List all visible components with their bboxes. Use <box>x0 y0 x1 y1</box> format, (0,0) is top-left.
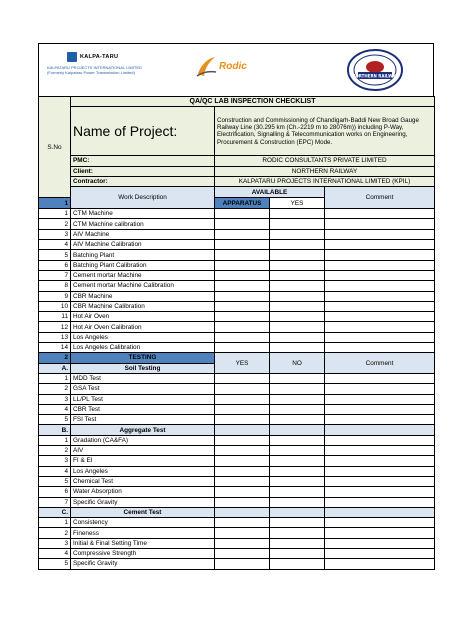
soil-item-item-no: 3 <box>39 394 71 404</box>
project-row <box>39 107 435 156</box>
apparatus-item-row <box>39 301 435 311</box>
apparatus-item-no-cell[interactable] <box>270 250 325 260</box>
soil-item-item-desc: LL/PL Test <box>71 394 215 404</box>
cement-item-item-desc: Compressive Strength <box>71 548 215 558</box>
cement-item-comment-cell[interactable] <box>325 518 435 528</box>
aggregate-item-row <box>39 476 435 486</box>
apparatus-item-no-cell[interactable] <box>270 322 325 332</box>
soil-item-item-desc: MDD Test <box>71 373 215 383</box>
apparatus-item-comment-cell[interactable] <box>325 229 435 239</box>
apparatus-item-no-cell[interactable] <box>270 240 325 250</box>
apparatus-item-item-no: 6 <box>39 260 71 270</box>
soil-item-comment-cell[interactable] <box>325 404 435 414</box>
aggregate-item-item-desc: Chemical Test <box>71 476 215 486</box>
pmc-value: RODIC CONSULTANTS PRIVATE LIMITED <box>215 156 435 166</box>
soil-item-row <box>39 415 435 425</box>
soil-item-no-cell[interactable] <box>270 404 325 414</box>
apparatus-item-comment-cell[interactable] <box>325 209 435 219</box>
apparatus-item-item-desc: Batching Plant <box>71 250 215 260</box>
apparatus-item-no-cell[interactable] <box>270 219 325 229</box>
apparatus-item-item-no: 5 <box>39 250 71 260</box>
apparatus-item-item-no: 4 <box>39 240 71 250</box>
apparatus-item-no-cell[interactable] <box>270 209 325 219</box>
work-description-header: Work Description <box>71 187 215 209</box>
apparatus-item-no-cell[interactable] <box>270 301 325 311</box>
cement-item-no-cell[interactable] <box>270 518 325 528</box>
cement-item-comment-cell[interactable] <box>325 548 435 558</box>
aggregate-item-comment-cell[interactable] <box>325 435 435 445</box>
checklist-table <box>38 96 435 570</box>
soil-item-item-desc: FSI Test <box>71 415 215 425</box>
soil-subsection-no: A. <box>39 363 71 373</box>
apparatus-item-item-desc: Hot Air Oven <box>71 312 215 322</box>
apparatus-item-yes-cell[interactable] <box>215 260 270 270</box>
aggregate-item-yes-cell[interactable] <box>215 497 270 507</box>
cement-item-item-desc: Initial & Final Setting Time <box>71 538 215 548</box>
apparatus-item-row <box>39 281 435 291</box>
logo-bar <box>38 43 434 96</box>
apparatus-item-comment-cell[interactable] <box>325 281 435 291</box>
available-header: AVAILABLE <box>215 187 325 198</box>
soil-item-no-cell[interactable] <box>270 373 325 383</box>
aggregate-item-yes-cell[interactable] <box>215 466 270 476</box>
apparatus-item-comment-cell[interactable] <box>325 250 435 260</box>
aggregate-item-comment-cell[interactable] <box>325 497 435 507</box>
aggregate-item-no-cell[interactable] <box>270 476 325 486</box>
apparatus-item-item-no: 3 <box>39 229 71 239</box>
aggregate-item-yes-cell[interactable] <box>215 487 270 497</box>
aggregate-item-item-no: 6 <box>39 487 71 497</box>
apparatus-item-item-no: 10 <box>39 301 71 311</box>
aggregate-no-blank <box>270 425 325 435</box>
apparatus-item-no-cell[interactable] <box>270 229 325 239</box>
testing-section-title: TESTING <box>71 353 215 363</box>
cement-item-no-cell[interactable] <box>270 559 325 569</box>
cement-item-item-no: 3 <box>39 538 71 548</box>
aggregate-item-item-desc: Gradation (CA&FA) <box>71 435 215 445</box>
apparatus-item-row <box>39 343 435 353</box>
cement-item-item-no: 4 <box>39 548 71 558</box>
apparatus-item-comment-cell[interactable] <box>325 240 435 250</box>
aggregate-item-item-desc: Los Angeles <box>71 466 215 476</box>
aggregate-yes-blank <box>215 425 270 435</box>
soil-item-yes-cell[interactable] <box>215 394 270 404</box>
aggregate-item-no-cell[interactable] <box>270 435 325 445</box>
soil-item-yes-cell[interactable] <box>215 384 270 394</box>
aggregate-item-yes-cell[interactable] <box>215 446 270 456</box>
aggregate-item-comment-cell[interactable] <box>325 456 435 466</box>
apparatus-item-item-no: 13 <box>39 332 71 342</box>
apparatus-item-row <box>39 291 435 301</box>
soil-item-comment-cell[interactable] <box>325 373 435 383</box>
railway-name: NORTHERN RAILWAY <box>351 73 399 79</box>
apparatus-item-comment-cell[interactable] <box>325 291 435 301</box>
apparatus-item-item-no: 14 <box>39 343 71 353</box>
apparatus-item-no-cell[interactable] <box>270 260 325 270</box>
aggregate-comment-blank <box>325 425 435 435</box>
aggregate-item-item-desc: FI & EI <box>71 456 215 466</box>
apparatus-item-yes-cell[interactable] <box>215 270 270 280</box>
soil-item-comment-cell[interactable] <box>325 415 435 425</box>
apparatus-item-comment-cell[interactable] <box>325 343 435 353</box>
cement-item-item-no: 1 <box>39 518 71 528</box>
apparatus-section-title: APPARATUS <box>215 198 270 209</box>
aggregate-item-item-desc: Specific Gravity <box>71 497 215 507</box>
cement-item-item-no: 2 <box>39 528 71 538</box>
cement-subsection-no: C. <box>39 507 71 517</box>
soil-item-no-cell[interactable] <box>270 384 325 394</box>
aggregate-item-comment-cell[interactable] <box>325 487 435 497</box>
soil-item-item-no: 2 <box>39 384 71 394</box>
testing-section-no: 2 <box>39 353 71 363</box>
apparatus-item-row <box>39 260 435 270</box>
soil-item-item-desc: GSA Test <box>71 384 215 394</box>
apparatus-item-item-desc: CTM Machine <box>71 209 215 219</box>
apparatus-section-no: 1 <box>39 198 71 209</box>
cement-subsection-row <box>39 507 435 517</box>
apparatus-item-item-desc: CBR Machine Calibration <box>71 301 215 311</box>
comment-header: Comment <box>325 187 435 209</box>
apparatus-item-item-no: 1 <box>39 209 71 219</box>
kalpataru-mark-icon <box>67 52 77 62</box>
apparatus-item-yes-cell[interactable] <box>215 291 270 301</box>
apparatus-item-item-desc: CBR Machine <box>71 291 215 301</box>
testing-section-row <box>39 353 435 363</box>
aggregate-item-no-cell[interactable] <box>270 487 325 497</box>
client-value: NORTHERN RAILWAY <box>215 166 435 176</box>
soil-item-comment-cell[interactable] <box>325 394 435 404</box>
cement-item-yes-cell[interactable] <box>215 518 270 528</box>
apparatus-item-yes-cell[interactable] <box>215 343 270 353</box>
apparatus-item-yes-cell[interactable] <box>215 240 270 250</box>
soil-item-row <box>39 394 435 404</box>
apparatus-item-item-no: 8 <box>39 281 71 291</box>
apparatus-item-yes-cell[interactable] <box>215 281 270 291</box>
pmc-row <box>39 156 435 166</box>
apparatus-item-comment-cell[interactable] <box>325 219 435 229</box>
testing-no-header: NO <box>270 353 325 374</box>
soil-item-no-cell[interactable] <box>270 415 325 425</box>
aggregate-item-item-desc: Water Absorption <box>71 487 215 497</box>
aggregate-item-row <box>39 497 435 507</box>
aggregate-subsection-row <box>39 425 435 435</box>
apparatus-item-row <box>39 312 435 322</box>
aggregate-item-item-no: 2 <box>39 446 71 456</box>
apparatus-item-no-cell[interactable] <box>270 281 325 291</box>
kalpataru-former-name: (Formerly Kalpataru Power Transmission Limited) <box>47 70 135 75</box>
apparatus-item-yes-cell[interactable] <box>215 332 270 342</box>
soil-item-item-no: 4 <box>39 404 71 414</box>
soil-item-row <box>39 404 435 414</box>
testing-comment-header: Comment <box>325 353 435 374</box>
apparatus-item-comment-cell[interactable] <box>325 332 435 342</box>
apparatus-item-row <box>39 240 435 250</box>
apparatus-item-no-cell[interactable] <box>270 332 325 342</box>
aggregate-item-item-no: 4 <box>39 466 71 476</box>
checklist-sheet <box>38 43 434 570</box>
cement-item-no-cell[interactable] <box>270 538 325 548</box>
apparatus-item-no-cell[interactable] <box>270 343 325 353</box>
cement-item-yes-cell[interactable] <box>215 528 270 538</box>
soil-item-yes-cell[interactable] <box>215 404 270 414</box>
cement-item-row <box>39 538 435 548</box>
aggregate-item-yes-cell[interactable] <box>215 435 270 445</box>
apparatus-item-row <box>39 250 435 260</box>
aggregate-item-comment-cell[interactable] <box>325 466 435 476</box>
soil-item-yes-cell[interactable] <box>215 373 270 383</box>
cement-yes-blank <box>215 507 270 517</box>
kalpataru-logo <box>41 52 161 75</box>
aggregate-item-row <box>39 435 435 445</box>
soil-item-row <box>39 384 435 394</box>
apparatus-item-item-desc: Los Angeles Calibration <box>71 343 215 353</box>
apparatus-item-comment-cell[interactable] <box>325 322 435 332</box>
apparatus-item-row <box>39 270 435 280</box>
aggregate-item-yes-cell[interactable] <box>215 456 270 466</box>
apparatus-item-yes-cell[interactable] <box>215 229 270 239</box>
apparatus-item-comment-cell[interactable] <box>325 301 435 311</box>
apparatus-item-comment-cell[interactable] <box>325 312 435 322</box>
title-row <box>39 97 435 107</box>
apparatus-item-row <box>39 219 435 229</box>
aggregate-item-item-no: 5 <box>39 476 71 486</box>
aggregate-item-row <box>39 487 435 497</box>
cement-item-yes-cell[interactable] <box>215 559 270 569</box>
apparatus-item-item-desc: Cement mortar Machine <box>71 270 215 280</box>
cement-comment-blank <box>325 507 435 517</box>
aggregate-subsection-title: Aggregate Test <box>71 425 215 435</box>
rodic-logo <box>195 54 247 78</box>
pmc-label: PMC: <box>71 156 215 166</box>
cement-no-blank <box>270 507 325 517</box>
cement-item-item-no: 5 <box>39 559 71 569</box>
apparatus-item-no-cell[interactable] <box>270 270 325 280</box>
cement-item-item-desc: Consistency <box>71 518 215 528</box>
cement-item-no-cell[interactable] <box>270 548 325 558</box>
apparatus-item-comment-cell[interactable] <box>325 270 435 280</box>
aggregate-item-item-desc: AIV <box>71 446 215 456</box>
apparatus-item-item-desc: Hot Air Oven Calibration <box>71 322 215 332</box>
apparatus-item-item-desc: Cement mortar Machine Calibration <box>71 281 215 291</box>
kalpataru-name: KALPA-TARU <box>80 54 119 60</box>
aggregate-item-no-cell[interactable] <box>270 466 325 476</box>
aggregate-item-no-cell[interactable] <box>270 497 325 507</box>
apparatus-item-yes-cell[interactable] <box>215 301 270 311</box>
project-description: Construction and Commissioning of Chandigarh-Baddi New Broad Gauge Railway Line (30.295 km (Ch.-2219 m to 28076m)) including P-Way, Electrification, Signalling & Telecommunication works on Engineering, Procurement & Construction (EPC) Mode. <box>215 107 435 156</box>
apparatus-item-item-no: 9 <box>39 291 71 301</box>
cement-item-row <box>39 548 435 558</box>
soil-subsection-title: Soil Testing <box>71 363 215 373</box>
contractor-value: KALPATARU PROJECTS INTERNATIONAL LIMITED (KPIL) <box>215 176 435 186</box>
apparatus-item-item-desc: AIV Machine <box>71 229 215 239</box>
northern-railway-emblem-icon <box>345 48 405 92</box>
aggregate-item-item-no: 3 <box>39 456 71 466</box>
apparatus-item-yes-cell[interactable] <box>215 250 270 260</box>
soil-item-item-desc: CBR Test <box>71 404 215 414</box>
aggregate-subsection-no: B. <box>39 425 71 435</box>
client-label: Client: <box>71 166 215 176</box>
apparatus-item-yes-cell[interactable] <box>215 322 270 332</box>
page-title: QA/QC LAB INSPECTION CHECKLIST <box>71 97 435 107</box>
cement-item-row <box>39 528 435 538</box>
contractor-row <box>39 176 435 186</box>
apparatus-item-row <box>39 322 435 332</box>
aggregate-item-comment-cell[interactable] <box>325 446 435 456</box>
soil-item-no-cell[interactable] <box>270 394 325 404</box>
aggregate-item-row <box>39 446 435 456</box>
apparatus-item-item-desc: Batching Plant Calibration <box>71 260 215 270</box>
cement-item-row <box>39 518 435 528</box>
soil-item-yes-cell[interactable] <box>215 415 270 425</box>
aggregate-item-no-cell[interactable] <box>270 446 325 456</box>
cement-item-comment-cell[interactable] <box>325 528 435 538</box>
apparatus-item-yes-cell[interactable] <box>215 312 270 322</box>
aggregate-item-row <box>39 456 435 466</box>
soil-item-comment-cell[interactable] <box>325 384 435 394</box>
apparatus-item-item-no: 7 <box>39 270 71 280</box>
column-header-row <box>39 187 435 198</box>
soil-item-row <box>39 373 435 383</box>
apparatus-item-no-cell[interactable] <box>270 291 325 301</box>
client-row <box>39 166 435 176</box>
aggregate-item-comment-cell[interactable] <box>325 476 435 486</box>
rodic-swoosh-icon <box>195 54 217 78</box>
aggregate-item-no-cell[interactable] <box>270 456 325 466</box>
apparatus-item-item-desc: CTM Machine calibration <box>71 219 215 229</box>
aggregate-item-item-no: 7 <box>39 497 71 507</box>
cement-item-item-desc: Specific Gravity <box>71 559 215 569</box>
apparatus-item-item-no: 11 <box>39 312 71 322</box>
project-label: Name of Project: <box>71 107 215 156</box>
kalpataru-subtitle: KALPATARU PROJECTS INTERNATIONAL LIMITED <box>47 65 142 70</box>
soil-item-item-no: 1 <box>39 373 71 383</box>
apparatus-item-item-desc: Los Angeles <box>71 332 215 342</box>
cement-item-comment-cell[interactable] <box>325 559 435 569</box>
aggregate-item-yes-cell[interactable] <box>215 476 270 486</box>
apparatus-item-yes-cell[interactable] <box>215 219 270 229</box>
cement-item-no-cell[interactable] <box>270 528 325 538</box>
cement-item-row <box>39 559 435 569</box>
contractor-label: Contractor: <box>71 176 215 186</box>
apparatus-item-yes-cell[interactable] <box>215 209 270 219</box>
cement-item-comment-cell[interactable] <box>325 538 435 548</box>
aggregate-item-row <box>39 466 435 476</box>
yes-header: YES <box>270 198 325 209</box>
apparatus-item-row <box>39 332 435 342</box>
rodic-name: Rodic <box>219 60 247 72</box>
apparatus-item-row <box>39 229 435 239</box>
soil-item-item-no: 5 <box>39 415 71 425</box>
cement-subsection-title: Cement Test <box>71 507 215 517</box>
testing-yes-header: YES <box>215 353 270 374</box>
apparatus-item-no-cell[interactable] <box>270 312 325 322</box>
apparatus-item-item-no: 2 <box>39 219 71 229</box>
apparatus-item-item-no: 12 <box>39 322 71 332</box>
apparatus-item-comment-cell[interactable] <box>325 260 435 270</box>
cement-item-yes-cell[interactable] <box>215 538 270 548</box>
apparatus-item-row <box>39 209 435 219</box>
apparatus-item-item-desc: AIV Machine Calibration <box>71 240 215 250</box>
cement-item-yes-cell[interactable] <box>215 548 270 558</box>
cement-item-item-desc: Fineness <box>71 528 215 538</box>
sno-header: S.No <box>39 97 71 198</box>
aggregate-item-item-no: 1 <box>39 435 71 445</box>
